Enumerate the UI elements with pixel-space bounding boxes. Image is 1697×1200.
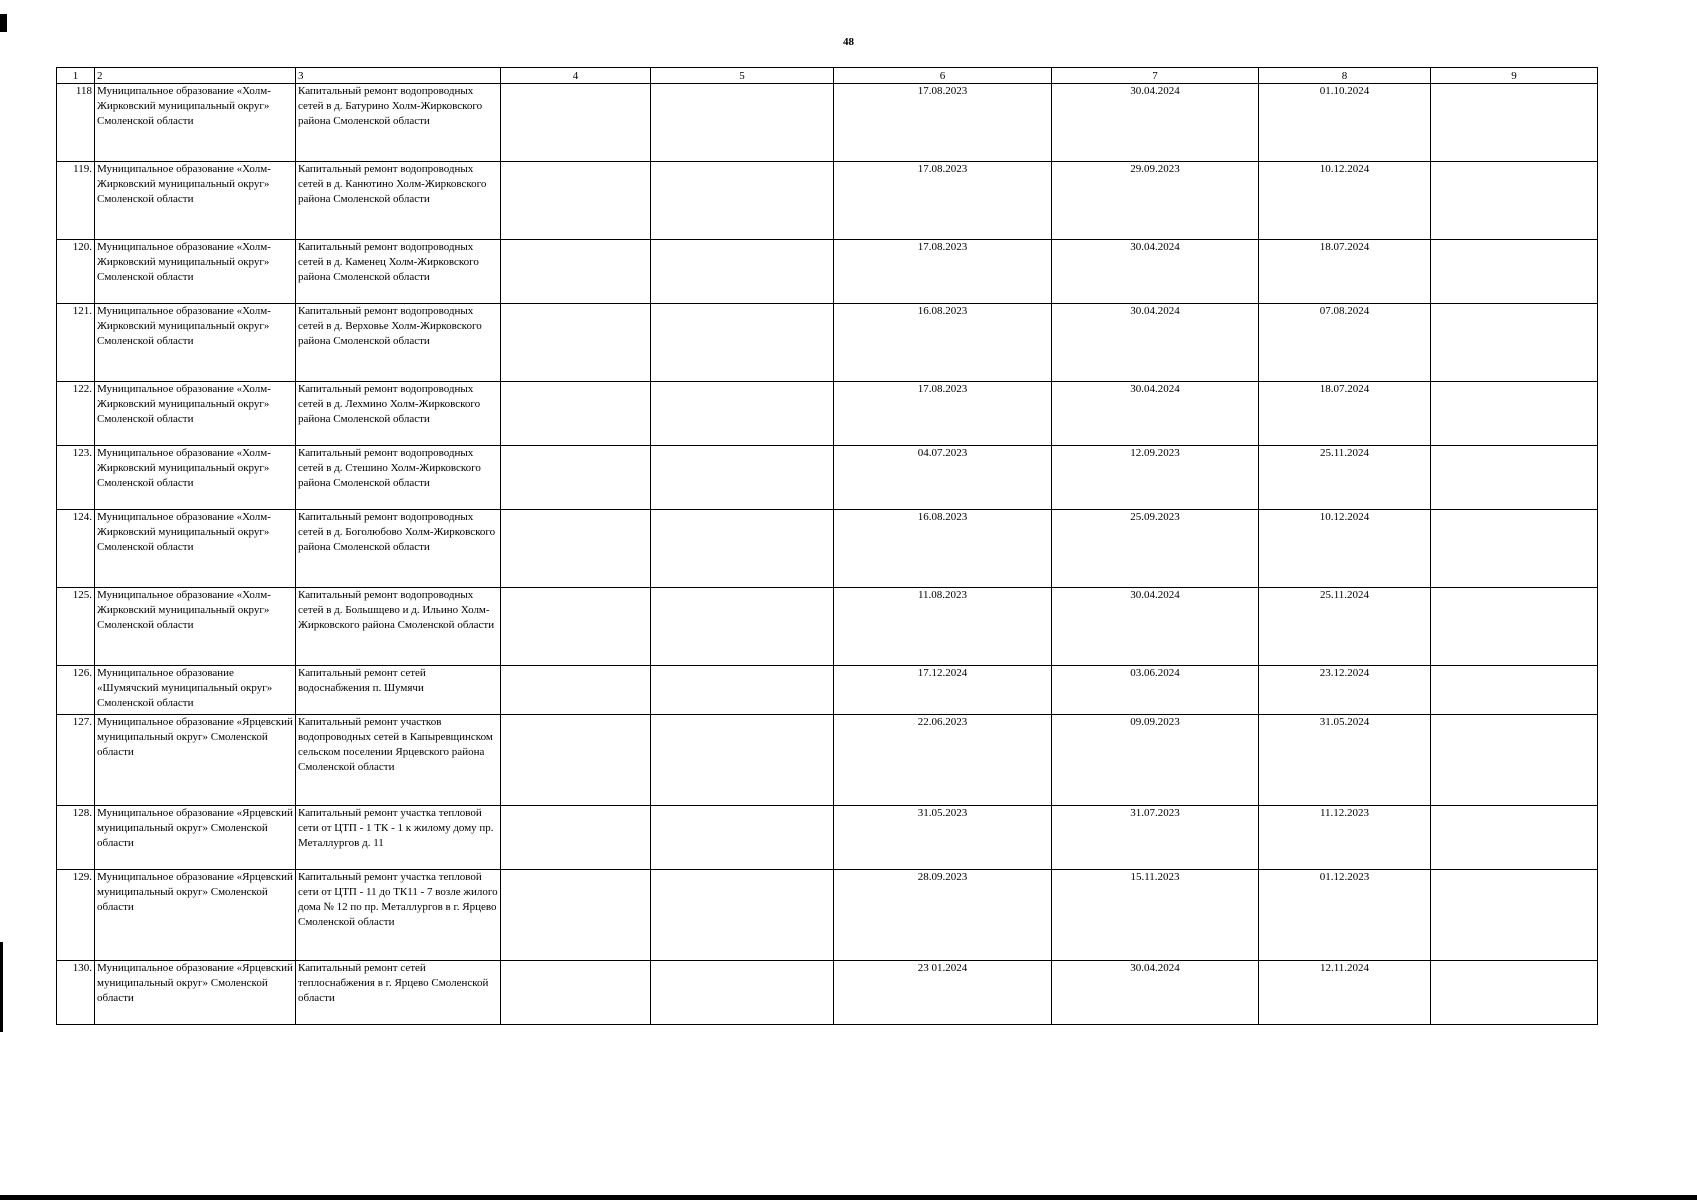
- date-column-8: 10.12.2024: [1259, 162, 1431, 240]
- date-column-7: 30.04.2024: [1052, 961, 1259, 1025]
- date-column-8: 12.11.2024: [1259, 961, 1431, 1025]
- municipality-cell: Муниципальное образование «Шумячский муниципальный округ» Смоленской области: [95, 666, 296, 715]
- table-row: [57, 806, 1598, 870]
- date-column-6: 17.08.2023: [834, 84, 1052, 162]
- column-4-cell: [501, 162, 651, 240]
- row-number: 122.: [57, 382, 95, 446]
- scan-artifact-left-edge: [0, 942, 3, 1032]
- work-description-cell: Капитальный ремонт водопроводных сетей в д. Каменец Холм-Жирковского района Смоленской области: [296, 240, 501, 304]
- date-column-7: 03.06.2024: [1052, 666, 1259, 715]
- row-number: 119.: [57, 162, 95, 240]
- row-number: 121.: [57, 304, 95, 382]
- municipality-cell: Муниципальное образование «Холм-Жирковский муниципальный округ» Смоленской области: [95, 84, 296, 162]
- column-header: 2: [95, 68, 296, 84]
- date-column-6: 17.08.2023: [834, 382, 1052, 446]
- table-body: [57, 84, 1598, 1025]
- page-number: 48: [843, 36, 854, 48]
- date-column-7: 30.04.2024: [1052, 382, 1259, 446]
- column-5-cell: [651, 666, 834, 715]
- column-header: 3: [296, 68, 501, 84]
- date-column-6: 16.08.2023: [834, 304, 1052, 382]
- date-column-8: 01.12.2023: [1259, 870, 1431, 961]
- column-9-cell: [1431, 870, 1598, 961]
- work-description-cell: Капитальный ремонт водопроводных сетей в д. Лехмино Холм-Жирковского района Смоленской области: [296, 382, 501, 446]
- row-number: 124.: [57, 510, 95, 588]
- date-column-6: 31.05.2023: [834, 806, 1052, 870]
- date-column-6: 17.12.2024: [834, 666, 1052, 715]
- date-column-7: 30.04.2024: [1052, 84, 1259, 162]
- date-column-8: 10.12.2024: [1259, 510, 1431, 588]
- column-4-cell: [501, 666, 651, 715]
- column-4-cell: [501, 510, 651, 588]
- work-description-cell: Капитальный ремонт водопроводных сетей в д. Канютино Холм-Жирковского района Смоленской области: [296, 162, 501, 240]
- date-column-7: 30.04.2024: [1052, 304, 1259, 382]
- date-column-8: 23.12.2024: [1259, 666, 1431, 715]
- date-column-7: 25.09.2023: [1052, 510, 1259, 588]
- date-column-6: 17.08.2023: [834, 162, 1052, 240]
- column-9-cell: [1431, 666, 1598, 715]
- column-5-cell: [651, 715, 834, 806]
- column-9-cell: [1431, 446, 1598, 510]
- column-4-cell: [501, 446, 651, 510]
- column-4-cell: [501, 240, 651, 304]
- column-9-cell: [1431, 588, 1598, 666]
- date-column-8: 01.10.2024: [1259, 84, 1431, 162]
- column-4-cell: [501, 84, 651, 162]
- municipality-cell: Муниципальное образование «Ярцевский муниципальный округ» Смоленской области: [95, 806, 296, 870]
- municipality-cell: Муниципальное образование «Холм-Жирковский муниципальный округ» Смоленской области: [95, 510, 296, 588]
- date-column-7: 31.07.2023: [1052, 806, 1259, 870]
- column-4-cell: [501, 715, 651, 806]
- column-5-cell: [651, 446, 834, 510]
- date-column-6: 16.08.2023: [834, 510, 1052, 588]
- date-column-8: 18.07.2024: [1259, 382, 1431, 446]
- table-row: [57, 446, 1598, 510]
- column-4-cell: [501, 870, 651, 961]
- municipality-cell: Муниципальное образование «Холм-Жирковский муниципальный округ» Смоленской области: [95, 588, 296, 666]
- row-number: 120.: [57, 240, 95, 304]
- work-description-cell: Капитальный ремонт водопроводных сетей в д. Стешино Холм-Жирковского района Смоленской области: [296, 446, 501, 510]
- date-column-6: 11.08.2023: [834, 588, 1052, 666]
- municipality-cell: Муниципальное образование «Холм-Жирковский муниципальный округ» Смоленской области: [95, 304, 296, 382]
- column-header: 7: [1052, 68, 1259, 84]
- table-row: [57, 84, 1598, 162]
- date-column-7: 15.11.2023: [1052, 870, 1259, 961]
- municipality-cell: Муниципальное образование «Холм-Жирковский муниципальный округ» Смоленской области: [95, 162, 296, 240]
- table-row: [57, 961, 1598, 1025]
- column-header: 9: [1431, 68, 1598, 84]
- column-5-cell: [651, 162, 834, 240]
- row-number: 125.: [57, 588, 95, 666]
- date-column-7: 09.09.2023: [1052, 715, 1259, 806]
- schedule-table: [56, 67, 1598, 1025]
- table-row: [57, 162, 1598, 240]
- column-5-cell: [651, 806, 834, 870]
- scan-artifact-bottom-bar: [0, 1195, 1697, 1200]
- column-header: 4: [501, 68, 651, 84]
- table-row: [57, 666, 1598, 715]
- work-description-cell: Капитальный ремонт участка тепловой сети от ЦТП - 1 ТК - 1 к жилому дому пр. Металлургов д. 11: [296, 806, 501, 870]
- municipality-cell: Муниципальное образование «Холм-Жирковский муниципальный округ» Смоленской области: [95, 446, 296, 510]
- work-description-cell: Капитальный ремонт водопроводных сетей в д. Боголюбово Холм-Жирковского района Смоленской области: [296, 510, 501, 588]
- column-9-cell: [1431, 304, 1598, 382]
- column-4-cell: [501, 304, 651, 382]
- date-column-6: 17.08.2023: [834, 240, 1052, 304]
- column-5-cell: [651, 510, 834, 588]
- work-description-cell: Капитальный ремонт участков водопроводных сетей в Капыревщинском сельском поселении Ярцевского района Смоленской области: [296, 715, 501, 806]
- column-header: 6: [834, 68, 1052, 84]
- column-5-cell: [651, 588, 834, 666]
- column-4-cell: [501, 382, 651, 446]
- column-5-cell: [651, 304, 834, 382]
- row-number: 129.: [57, 870, 95, 961]
- work-description-cell: Капитальный ремонт сетей водоснабжения п. Шумячи: [296, 666, 501, 715]
- row-number: 127.: [57, 715, 95, 806]
- column-9-cell: [1431, 510, 1598, 588]
- municipality-cell: Муниципальное образование «Ярцевский муниципальный округ» Смоленской области: [95, 870, 296, 961]
- date-column-8: 25.11.2024: [1259, 446, 1431, 510]
- date-column-7: 30.04.2024: [1052, 588, 1259, 666]
- table-row: [57, 715, 1598, 806]
- date-column-7: 29.09.2023: [1052, 162, 1259, 240]
- column-9-cell: [1431, 806, 1598, 870]
- column-9-cell: [1431, 382, 1598, 446]
- column-9-cell: [1431, 162, 1598, 240]
- table-row: [57, 588, 1598, 666]
- column-5-cell: [651, 870, 834, 961]
- column-4-cell: [501, 961, 651, 1025]
- date-column-8: 31.05.2024: [1259, 715, 1431, 806]
- column-number-row: [57, 68, 1598, 84]
- work-description-cell: Капитальный ремонт водопроводных сетей в д. Верховье Холм-Жирковского района Смоленской области: [296, 304, 501, 382]
- table-row: [57, 240, 1598, 304]
- municipality-cell: Муниципальное образование «Холм-Жирковский муниципальный округ» Смоленской области: [95, 382, 296, 446]
- work-description-cell: Капитальный ремонт водопроводных сетей в д. Батурино Холм-Жирковского района Смоленской области: [296, 84, 501, 162]
- column-4-cell: [501, 806, 651, 870]
- row-number: 130.: [57, 961, 95, 1025]
- column-4-cell: [501, 588, 651, 666]
- row-number: 118: [57, 84, 95, 162]
- work-description-cell: Капитальный ремонт участка тепловой сети от ЦТП - 11 до ТК11 - 7 возле жилого дома № 12 по пр. Металлургов в г. Ярцево Смоленской области: [296, 870, 501, 961]
- municipality-cell: Муниципальное образование «Ярцевский муниципальный округ» Смоленской области: [95, 715, 296, 806]
- date-column-6: 23 01.2024: [834, 961, 1052, 1025]
- date-column-8: 25.11.2024: [1259, 588, 1431, 666]
- date-column-6: 28.09.2023: [834, 870, 1052, 961]
- column-9-cell: [1431, 84, 1598, 162]
- column-5-cell: [651, 84, 834, 162]
- table-row: [57, 382, 1598, 446]
- work-description-cell: Капитальный ремонт сетей теплоснабжения в г. Ярцево Смоленской области: [296, 961, 501, 1025]
- scan-artifact-top-left: [0, 14, 7, 32]
- table-row: [57, 510, 1598, 588]
- column-5-cell: [651, 961, 834, 1025]
- date-column-7: 30.04.2024: [1052, 240, 1259, 304]
- column-9-cell: [1431, 961, 1598, 1025]
- date-column-6: 22.06.2023: [834, 715, 1052, 806]
- table-row: [57, 304, 1598, 382]
- column-9-cell: [1431, 715, 1598, 806]
- column-5-cell: [651, 382, 834, 446]
- table-row: [57, 870, 1598, 961]
- column-5-cell: [651, 240, 834, 304]
- column-header: 1: [57, 68, 95, 84]
- date-column-8: 18.07.2024: [1259, 240, 1431, 304]
- municipality-cell: Муниципальное образование «Холм-Жирковский муниципальный округ» Смоленской области: [95, 240, 296, 304]
- date-column-8: 11.12.2023: [1259, 806, 1431, 870]
- row-number: 126.: [57, 666, 95, 715]
- column-9-cell: [1431, 240, 1598, 304]
- date-column-8: 07.08.2024: [1259, 304, 1431, 382]
- date-column-6: 04.07.2023: [834, 446, 1052, 510]
- column-header: 8: [1259, 68, 1431, 84]
- date-column-7: 12.09.2023: [1052, 446, 1259, 510]
- row-number: 123.: [57, 446, 95, 510]
- work-description-cell: Капитальный ремонт водопроводных сетей в д. Большщево и д. Ильино Холм-Жирковского района Смоленской области: [296, 588, 501, 666]
- row-number: 128.: [57, 806, 95, 870]
- column-header: 5: [651, 68, 834, 84]
- municipality-cell: Муниципальное образование «Ярцевский муниципальный округ» Смоленской области: [95, 961, 296, 1025]
